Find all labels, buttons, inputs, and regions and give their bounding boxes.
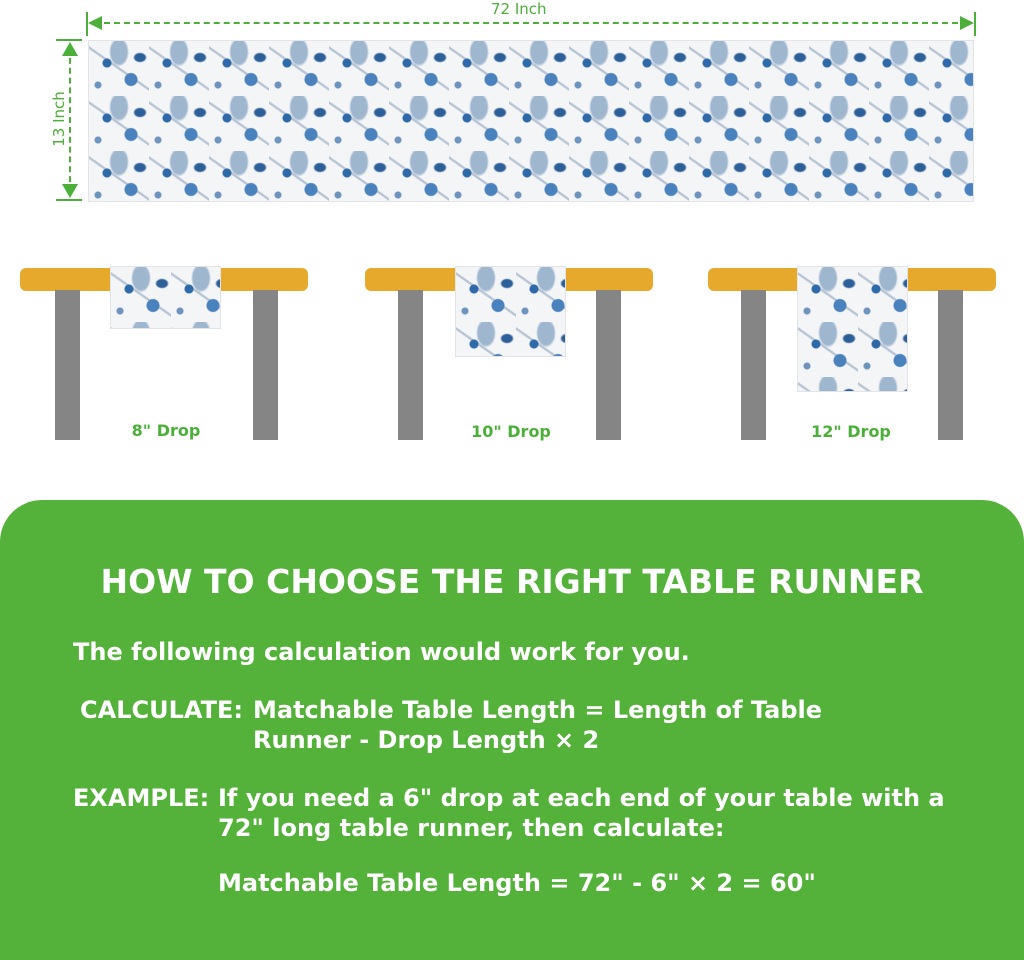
example-result: Matchable Table Length = 72" - 6" × 2 = 60" <box>218 869 816 897</box>
calc-label: CALCULATE: <box>80 696 243 724</box>
drop-label: 10" Drop <box>471 422 551 441</box>
height-label: 13 Inch <box>50 88 68 150</box>
sizing-guide-panel <box>0 500 1024 960</box>
runner-drop <box>797 266 908 392</box>
runner-drop <box>110 266 221 329</box>
arrow-left-icon <box>88 16 102 30</box>
drop-label: 12" Drop <box>811 422 891 441</box>
arrow-up-icon <box>62 42 78 56</box>
example-line-1: If you need a 6" drop at each end of your table with a <box>218 784 945 812</box>
example-label: EXAMPLE: <box>73 784 210 812</box>
drop-label: 8" Drop <box>131 421 201 440</box>
width-label: 72 Inch <box>481 0 557 18</box>
guide-title: HOW TO CHOOSE THE RIGHT TABLE RUNNER <box>100 562 924 601</box>
calc-line-2: Runner - Drop Length × 2 <box>253 726 600 754</box>
guide-intro: The following calculation would work for you. <box>73 638 690 666</box>
arrow-down-icon <box>62 184 78 198</box>
height-dimension <box>50 38 84 202</box>
width-dimension <box>86 0 976 38</box>
arrow-right-icon <box>960 16 974 30</box>
calc-line-1: Matchable Table Length = Length of Table <box>253 696 823 724</box>
table-runner-image <box>88 40 974 202</box>
runner-drop <box>455 266 566 357</box>
example-line-2: 72" long table runner, then calculate: <box>218 814 725 842</box>
